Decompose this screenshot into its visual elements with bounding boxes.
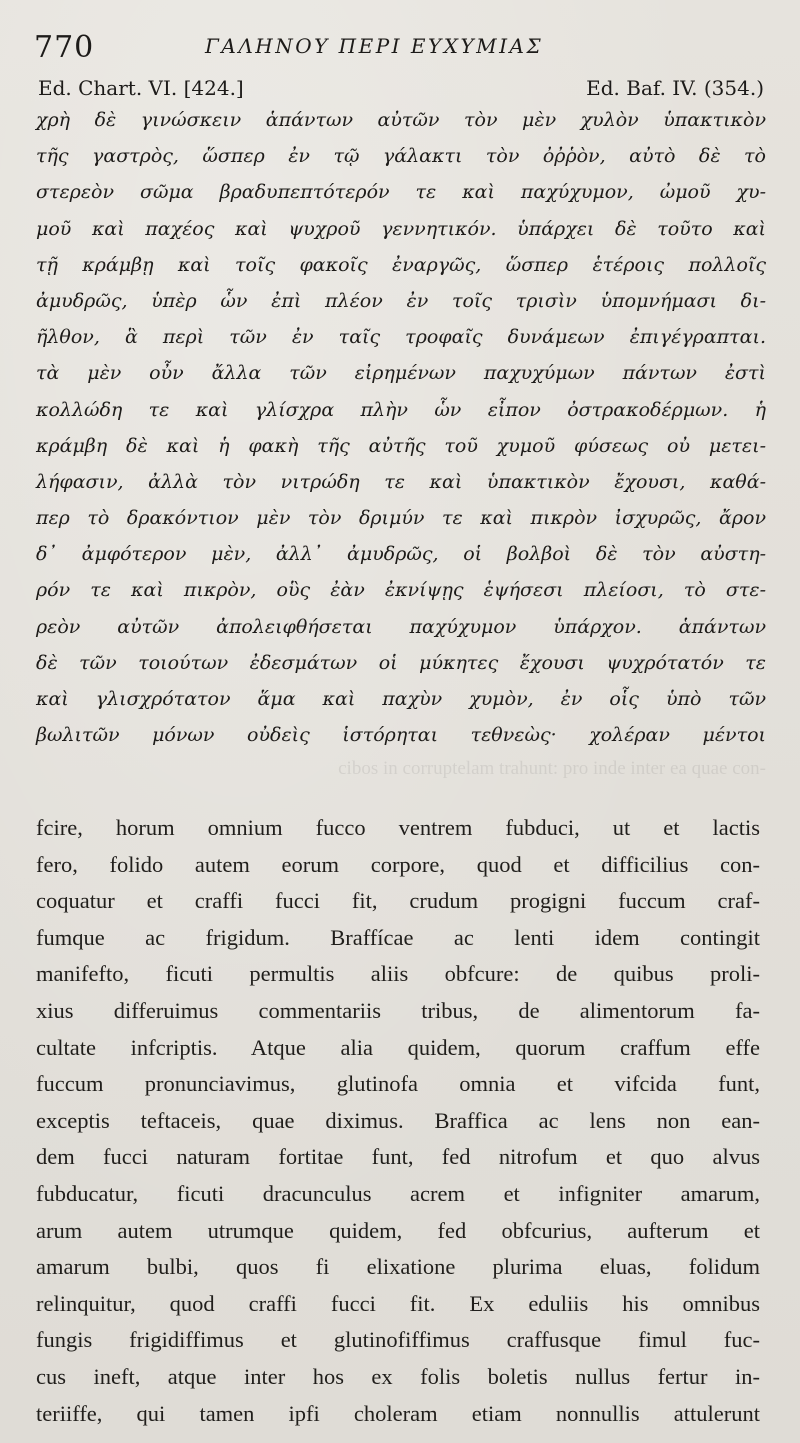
latin-text-block [36,810,760,1432]
latin-text-line: xius differuimus commentariis tribus, de alimentorum fa- [36,997,760,1023]
latin-text-line: fumque ac frigidum. Braffícae ac lenti idem contingit [36,924,760,950]
greek-text-line: ρόν τε καὶ πικρὸν, οὓς ἐὰν ἐκνίψῃς ἑψήσεσι πλείοσι, τὸ στε- [36,579,766,602]
latin-text-line: coquatur et craffi fucci fit, crudum progigni fuccum craf- [36,888,760,914]
latin-text-line: fero, folido autem eorum corpore, quod et difficilius con- [36,851,760,877]
greek-text-block [36,102,766,753]
latin-text-line: dem fucci naturam fortitae funt, fed nitrofum et quo alvus [36,1144,760,1170]
greek-text-line: μοῦ καὶ παχέος καὶ ψυχροῦ γεννητικόν. ὑπάρχει δὲ τοῦτο καὶ [36,217,766,240]
latin-text-line: fuccum pronunciavimus, glutinofa omnia et vifcida funt, [36,1071,760,1097]
latin-text-line: fcire, horum omnium fucco ventrem fubduci, ut et lactis [36,815,760,840]
latin-text-line: cus ineft, atque inter hos ex folis boletis nullus fertur in- [36,1363,760,1389]
latin-text-line: fungis frigidiffimus et glutinofiffimus craffusque fimul fuc- [36,1327,760,1353]
greek-text-line: δὲ τῶν τοιούτων ἐδεσμάτων οἱ μύκητες ἔχουσι ψυχρότατόν τε [36,651,766,674]
edition-reference-left: Ed. Chart. VI. [424.] [38,76,244,100]
running-title: ΓΑΛΗΝΟΥ ΠΕΡΙ ΕΥΧΥΜΙΑΣ [205,34,544,58]
edition-reference-right: Ed. Baf. IV. (354.) [586,76,764,100]
bleed-through-text: cibos in corruptelam trahunt: pro inde inter ea quae con- [338,758,766,779]
greek-text-line: τῇ κράμβῃ καὶ τοῖς φακοῖς ἐναργῶς, ὥσπερ ἑτέροις πολλοῖς [36,253,766,276]
greek-text-line: ἀμυδρῶς, ὑπὲρ ὧν ἐπὶ πλέον ἐν τοῖς τρισὶν ὑπομνήμασι δι- [36,289,766,312]
greek-text-line: ρεὸν αὐτῶν ἀπολειφθήσεται παχύχυμον ὑπάρχον. ἁπάντων [36,615,766,638]
greek-text-line: βωλιτῶν μόνων οὐδεὶς ἱστόρηται τεθνεὼς· χολέραν μέντοι [36,724,766,747]
latin-text-line: arum autem utrumque quidem, fed obfcurius, aufterum et [36,1217,760,1243]
greek-text-line: περ τὸ δρακόντιον μὲν τὸν δριμύν τε καὶ πικρὸν ἰσχυρῶς, ἄρον [36,507,766,530]
greek-text-line: κράμβη δὲ καὶ ἡ φακὴ τῆς αὐτῆς τοῦ χυμοῦ φύσεως οὐ μετει- [36,434,766,457]
latin-text-line: manifefto, ficuti permultis aliis obfcure: de quibus proli- [36,961,760,987]
greek-text-line: στερεὸν σῶμα βραδυπεπτότερόν τε καὶ παχύχυμον, ὠμοῦ χυ- [36,181,766,204]
greek-text-line: ῆλθον, ἃ περὶ τῶν ἐν ταῖς τροφαῖς δυνάμεων ἐπιγέγραπται. [36,326,766,349]
latin-text-line: fubducatur, ficuti dracunculus acrem et infigniter amarum, [36,1180,760,1206]
greek-text-line: καὶ γλισχρότατον ἅμα καὶ παχὺν χυμὸν, ἐν οἷς ὑπὸ τῶν [36,688,766,710]
greek-text-line: λήφασιν, ἀλλὰ τὸν νιτρώδη τε καὶ ὑπακτικὸν ἔχουσι, καθά- [36,470,766,493]
greek-text-line: τῆς γαστρὸς, ὥσπερ ἐν τῷ γάλακτι τὸν ὀῤῥὸν, αὐτὸ δὲ τὸ [36,145,766,168]
latin-text-line: relinquitur, quod craffi fucci fit. Ex eduliis his omnibus [36,1290,760,1316]
latin-text-line: cultate infcriptis. Atque alia quidem, quorum craffum effe [36,1034,760,1060]
latin-text-line: exceptis teftaceis, quae diximus. Braffica ac lens non ean- [36,1107,760,1133]
greek-text-line: τὰ μὲν οὖν ἄλλα τῶν εἰρημένων παχυχύμων πάντων ἐστὶ [36,362,766,385]
latin-text-line: amarum bulbi, quos fi elixatione plurima eluas, folidum [36,1254,760,1280]
greek-text-line: δ᾽ ἀμφότερον μὲν, ἀλλ᾽ ἀμυδρῶς, οἱ βολβοὶ δὲ τὸν αὐστη- [36,543,766,566]
page-number: 770 [34,30,95,65]
greek-text-line: χρὴ δὲ γινώσκειν ἁπάντων αὐτῶν τὸν μὲν χυλὸν ὑπακτικὸν [36,109,766,131]
latin-text-line: teriiffe, qui tamen ipfi choleram etiam nonnullis attulerunt [36,1400,760,1426]
greek-text-line: κολλώδη τε καὶ γλίσχρα πλὴν ὧν εἶπον ὀστρακοδέρμων. ἡ [36,398,766,421]
